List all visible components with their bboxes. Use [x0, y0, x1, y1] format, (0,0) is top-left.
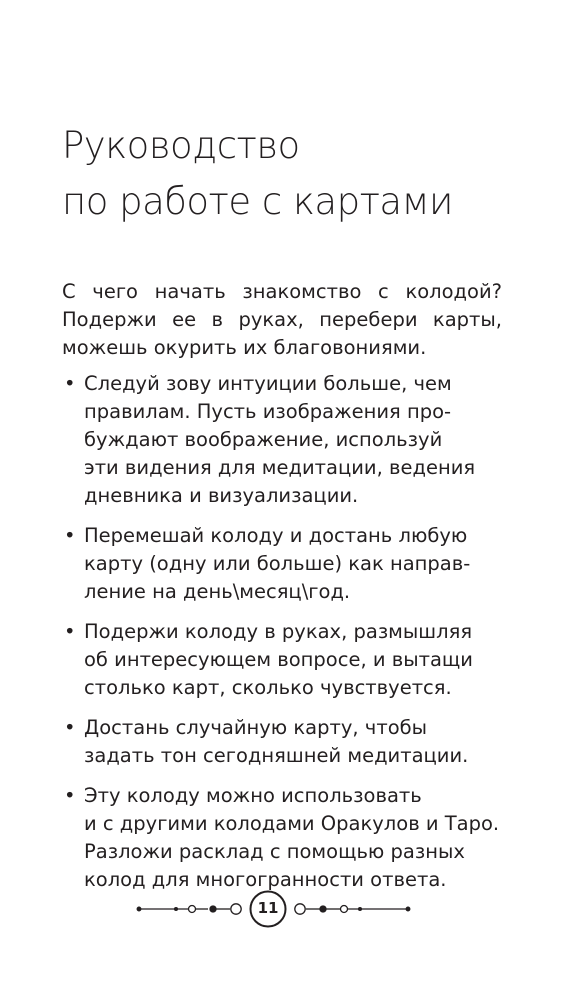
ornament-dot-right [406, 907, 410, 911]
page-number: 11 [257, 899, 279, 917]
bullet-icon: • [64, 524, 76, 547]
list-item-line: Перемешай колоду и достань любую [84, 524, 468, 547]
list-item-line: об интересующем вопросе, и вытащи [84, 648, 473, 671]
list-item-line: столько карт, сколько чувствуется. [84, 676, 452, 699]
bullet-icon: • [64, 620, 76, 643]
page-title-line-2: по работе с картами [62, 180, 453, 223]
ornament-ring-right [295, 904, 305, 914]
page-title-line-1: Руководство [62, 124, 300, 167]
bullet-icon: • [64, 716, 76, 739]
ornament-dot-left [175, 908, 178, 911]
ornament-dot-left [137, 907, 141, 911]
list-item-line: эти видения для медитации, ведения [84, 456, 476, 479]
list-item-line: задать тон сегодняшней медитации. [84, 744, 469, 767]
list-item [62, 782, 502, 894]
ornament-dot-right [320, 906, 326, 912]
list-item-line: правилам. Пусть изображения про- [84, 400, 452, 423]
list-item-line: ление на день\месяц\год. [84, 580, 351, 603]
list-item [62, 370, 502, 510]
list-item-line: колод для многогранности ответа. [84, 868, 447, 891]
ornament-ring-right [341, 906, 348, 913]
intro-line-2: Подержи ее в руках, перебери карты, [62, 308, 502, 331]
ornament-ring-left [189, 906, 196, 913]
list-item-line: Достань случайную карту, чтобы [84, 716, 428, 739]
list-item-line: Следуй зову интуиции больше, чем [84, 372, 452, 395]
list-item [62, 714, 502, 770]
page-title [62, 118, 532, 230]
list-item-line: Эту колоду можно использовать [84, 784, 422, 807]
body-text [62, 278, 502, 906]
tips-list [62, 370, 502, 894]
list-item-line: Подержи колоду в руках, размышляя [84, 620, 473, 643]
list-item-line: буждают воображение, используй [84, 428, 443, 451]
ornament-ring-left [231, 904, 241, 914]
bullet-icon: • [64, 784, 76, 807]
intro-line-1: С чего начать знакомство с колодой? [62, 280, 502, 303]
intro-paragraph [62, 278, 502, 362]
ornament-dot-right [359, 908, 362, 911]
list-item-line: карту (одну или больше) как направ- [84, 552, 471, 575]
ornament-dot-left [210, 906, 216, 912]
list-item-line: Разложи расклад с помощью разных [84, 840, 465, 863]
bullet-icon: • [64, 372, 76, 395]
list-item-line: дневника и визуализации. [84, 484, 359, 507]
list-item-line: и с другими колодами Оракулов и Таро. [84, 812, 500, 835]
list-item [62, 522, 502, 606]
list-item [62, 618, 502, 702]
intro-line-3: можешь окурить их благовониями. [62, 336, 427, 359]
